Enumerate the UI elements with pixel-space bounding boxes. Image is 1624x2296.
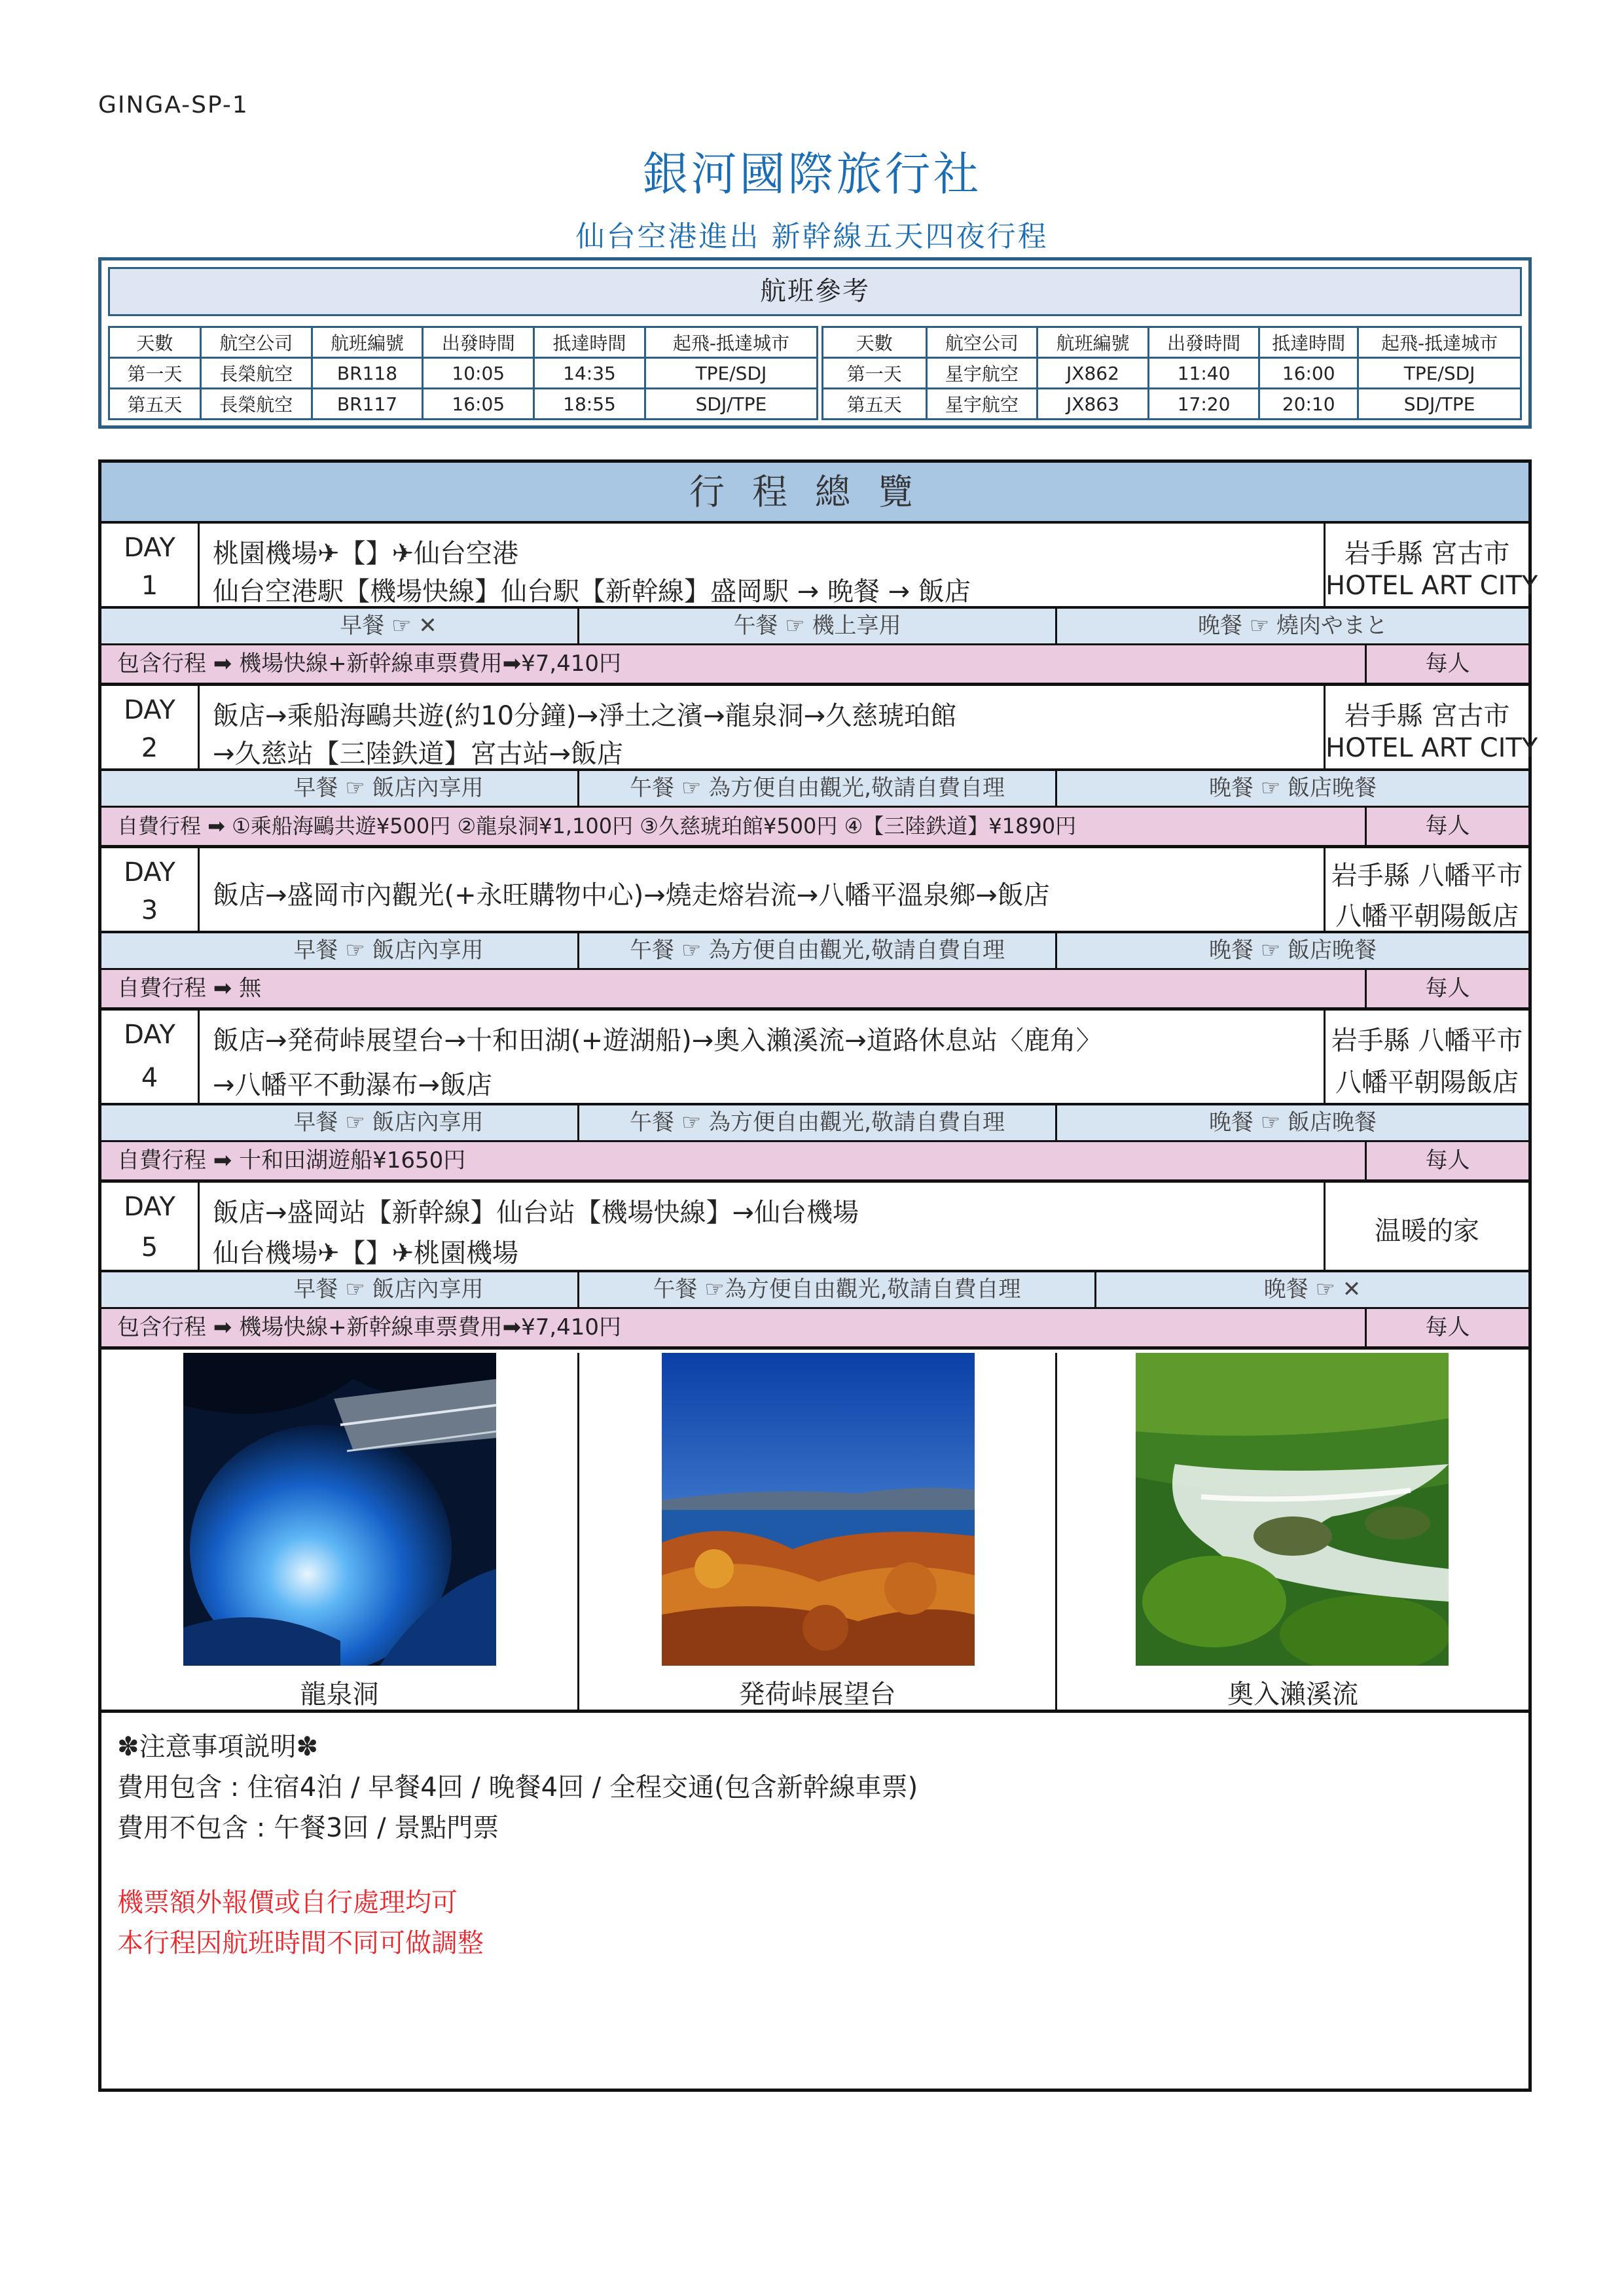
fee-included: 費用包含 : 住宿4泊 / 早餐4回 / 晚餐4回 / 全程交通(包含新幹線車票) bbox=[117, 1772, 918, 1803]
itinerary-title: 行程總覽 bbox=[101, 463, 1528, 524]
route-line: 飯店→発荷峠展望台→十和田湖(+遊湖船)→奧入瀨溪流→道路休息站〈鹿角〉 bbox=[213, 1026, 1102, 1056]
dinner: 晚餐 ☞ 飯店晚餐 bbox=[1208, 775, 1377, 801]
day-number: 5 bbox=[141, 1232, 158, 1263]
hotel-name: HOTEL ART CITY bbox=[1326, 733, 1538, 763]
meal-row bbox=[101, 1105, 1528, 1142]
per-person: 每人 bbox=[1365, 808, 1528, 845]
table-cell: 長榮航空 bbox=[200, 358, 312, 389]
meal-row bbox=[101, 771, 1528, 808]
note-schedule: 本行程因航班時間不同可做調整 bbox=[117, 1928, 484, 1958]
fee-excluded: 費用不包含 : 午餐3回 / 景點門票 bbox=[117, 1813, 499, 1843]
table-cell: 16:05 bbox=[423, 389, 534, 420]
flight-reference-title: 航班參考 bbox=[108, 267, 1522, 316]
cave-photo bbox=[183, 1353, 496, 1666]
breakfast: 早餐 ☞ 飯店內享用 bbox=[200, 771, 579, 806]
table-row bbox=[109, 389, 818, 420]
day-2-row bbox=[101, 686, 1538, 771]
table-cell: 17:20 bbox=[1148, 389, 1259, 420]
include-text: 自費行程 ➡ ①乘船海鷗共遊¥500円 ②龍泉洞¥1,100円 ③久慈琥珀館¥500円 ④【三陸鉄道】¥1890円 bbox=[117, 814, 1077, 838]
per-person: 每人 bbox=[1365, 1142, 1528, 1179]
per-person: 每人 bbox=[1365, 645, 1528, 683]
table-cell: 第一天 bbox=[109, 358, 201, 389]
photo-strip bbox=[101, 1353, 1528, 1713]
col-header: 航空公司 bbox=[926, 327, 1038, 358]
table-cell: 14:35 bbox=[534, 358, 645, 389]
hotel-cell bbox=[1326, 686, 1538, 768]
col-header: 航空公司 bbox=[200, 327, 312, 358]
breakfast: 早餐 ☞ 飯店內享用 bbox=[200, 1272, 579, 1307]
day-number: 3 bbox=[141, 895, 158, 925]
breakfast: 早餐 ☞ ✕ bbox=[200, 609, 579, 643]
note-airfare: 機票額外報價或自行處理均可 bbox=[117, 1888, 458, 1918]
route-cell bbox=[200, 524, 1326, 606]
day-cell bbox=[101, 1183, 200, 1270]
photo-cell bbox=[101, 1353, 579, 1710]
hotel-area: 岩手縣 八幡平市 bbox=[1331, 1026, 1523, 1056]
table-cell: 16:00 bbox=[1259, 358, 1358, 389]
route-line: 飯店→盛岡站【新幹線】仙台站【機場快線】→仙台機場 bbox=[213, 1198, 859, 1228]
day-number: 2 bbox=[141, 733, 158, 763]
lunch: 午餐 ☞ 為方便自由觀光,敬請自費自理 bbox=[579, 771, 1057, 806]
table-cell: 11:40 bbox=[1148, 358, 1259, 389]
dinner: 晚餐 ☞ 燒肉やまと bbox=[1197, 613, 1388, 639]
flight-table-starlux bbox=[821, 326, 1522, 420]
hotel-cell bbox=[1326, 848, 1528, 931]
col-header: 航班編號 bbox=[312, 327, 423, 358]
table-cell: 長榮航空 bbox=[200, 389, 312, 420]
stream-photo bbox=[1136, 1353, 1449, 1666]
flight-table-eva bbox=[108, 326, 818, 420]
route-cell bbox=[200, 1011, 1326, 1103]
photo-cell bbox=[579, 1353, 1057, 1710]
route-line: 飯店→盛岡市內觀光(+永旺購物中心)→燒走熔岩流→八幡平溫泉鄉→飯店 bbox=[213, 880, 1050, 910]
route-line: 飯店→乘船海鷗共遊(約10分鐘)→淨土之濱→龍泉洞→久慈琥珀館 bbox=[213, 701, 957, 731]
col-header: 抵達時間 bbox=[534, 327, 645, 358]
hotel-name: HOTEL ART CITY bbox=[1326, 571, 1538, 601]
day-5-row bbox=[101, 1183, 1528, 1272]
col-header: 出發時間 bbox=[1148, 327, 1259, 358]
photo-caption: 奧入瀨溪流 bbox=[1227, 1679, 1358, 1710]
hotel-area: 岩手縣 八幡平市 bbox=[1331, 861, 1523, 891]
col-header: 天數 bbox=[109, 327, 201, 358]
route-line: →久慈站【三陸鉄道】宮古站→飯店 bbox=[213, 739, 624, 769]
table-cell: 星宇航空 bbox=[926, 389, 1038, 420]
hotel-name: 八幡平朝陽飯店 bbox=[1335, 1067, 1519, 1098]
include-row bbox=[101, 645, 1528, 686]
col-header: 天數 bbox=[823, 327, 927, 358]
col-header: 出發時間 bbox=[423, 327, 534, 358]
day-cell bbox=[101, 1011, 200, 1103]
table-cell: TPE/SDJ bbox=[645, 358, 817, 389]
include-text: 自費行程 ➡ 無 bbox=[117, 975, 262, 1001]
lunch: 午餐 ☞ 機上享用 bbox=[579, 609, 1057, 643]
include-text: 自費行程 ➡ 十和田湖遊船¥1650円 bbox=[117, 1147, 466, 1174]
table-row bbox=[823, 389, 1521, 420]
itinerary-overview bbox=[98, 459, 1538, 2092]
include-text: 包含行程 ➡ 機場快線+新幹線車票費用➡¥7,410円 bbox=[117, 651, 622, 677]
dinner: 晚餐 ☞ ✕ bbox=[1263, 1276, 1362, 1302]
col-header: 航班編號 bbox=[1038, 327, 1149, 358]
day-label: DAY bbox=[124, 1192, 175, 1222]
day-label: DAY bbox=[124, 1020, 175, 1050]
table-cell: BR118 bbox=[312, 358, 423, 389]
table-cell: 20:10 bbox=[1259, 389, 1358, 420]
hotel-cell bbox=[1326, 1183, 1528, 1270]
table-cell: 第五天 bbox=[109, 389, 201, 420]
table-cell: 第五天 bbox=[823, 389, 927, 420]
day-number: 4 bbox=[141, 1063, 158, 1093]
hotel-area: 岩手縣 宮古市 bbox=[1344, 701, 1510, 731]
include-row bbox=[101, 1142, 1528, 1183]
hotel-cell bbox=[1326, 524, 1538, 606]
hotel-area: 岩手縣 宮古市 bbox=[1344, 539, 1510, 569]
day-label: DAY bbox=[124, 533, 175, 563]
meal-row bbox=[101, 1272, 1528, 1309]
route-cell bbox=[200, 1183, 1326, 1270]
table-cell: 星宇航空 bbox=[926, 358, 1038, 389]
day-4-row bbox=[101, 1011, 1528, 1105]
table-cell: 18:55 bbox=[534, 389, 645, 420]
dinner: 晚餐 ☞ 飯店晚餐 bbox=[1208, 937, 1377, 963]
col-header: 起飛-抵達城市 bbox=[1358, 327, 1521, 358]
per-person: 每人 bbox=[1365, 970, 1528, 1007]
route-line: 仙台機場✈【】✈桃園機場 bbox=[213, 1238, 519, 1268]
day-label: DAY bbox=[124, 857, 175, 888]
table-cell: 10:05 bbox=[423, 358, 534, 389]
lunch: 午餐 ☞為方便自由觀光,敬請自費自理 bbox=[579, 1272, 1096, 1307]
per-person: 每人 bbox=[1365, 1309, 1528, 1346]
day-cell bbox=[101, 848, 200, 931]
tour-subtitle: 仙台空港進出 新幹線五天四夜行程 bbox=[575, 220, 1049, 253]
include-row bbox=[101, 970, 1528, 1011]
day-number: 1 bbox=[141, 571, 158, 601]
table-cell: JX862 bbox=[1038, 358, 1149, 389]
meal-row bbox=[101, 933, 1528, 970]
photo-caption: 龍泉洞 bbox=[300, 1679, 379, 1710]
table-row bbox=[109, 358, 818, 389]
day-3-row bbox=[101, 848, 1528, 933]
notes-heading: ✽注意事項説明✽ bbox=[117, 1732, 319, 1762]
day-cell bbox=[101, 524, 200, 606]
include-row bbox=[101, 808, 1528, 848]
photo-caption: 発荷峠展望台 bbox=[738, 1679, 896, 1710]
breakfast: 早餐 ☞ 飯店內享用 bbox=[200, 933, 579, 968]
day-1-row bbox=[101, 524, 1538, 609]
include-row bbox=[101, 1309, 1528, 1350]
route-line: 桃園機場✈【】✈仙台空港 bbox=[213, 539, 519, 569]
lunch: 午餐 ☞ 為方便自由觀光,敬請自費自理 bbox=[579, 1105, 1057, 1140]
col-header: 抵達時間 bbox=[1259, 327, 1358, 358]
table-cell: SDJ/TPE bbox=[1358, 389, 1521, 420]
table-cell: JX863 bbox=[1038, 389, 1149, 420]
breakfast: 早餐 ☞ 飯店內享用 bbox=[200, 1105, 579, 1140]
lunch: 午餐 ☞ 為方便自由觀光,敬請自費自理 bbox=[579, 933, 1057, 968]
table-cell: 第一天 bbox=[823, 358, 927, 389]
route-line: →八幡平不動瀑布→飯店 bbox=[213, 1070, 493, 1100]
table-cell: BR117 bbox=[312, 389, 423, 420]
route-cell bbox=[200, 686, 1326, 768]
col-header: 起飛-抵達城市 bbox=[645, 327, 817, 358]
table-row bbox=[823, 358, 1521, 389]
table-cell: SDJ/TPE bbox=[645, 389, 817, 420]
company-name: 銀河國際旅行社 bbox=[642, 147, 982, 201]
hotel-cell bbox=[1326, 1011, 1528, 1103]
include-text: 包含行程 ➡ 機場快線+新幹線車票費用➡¥7,410円 bbox=[117, 1314, 622, 1340]
flight-reference-box bbox=[98, 257, 1532, 429]
dinner: 晚餐 ☞ 飯店晚餐 bbox=[1208, 1109, 1377, 1136]
document-code: GINGA-SP-1 bbox=[98, 92, 249, 118]
meal-row bbox=[101, 609, 1528, 645]
photo-cell bbox=[1057, 1353, 1528, 1710]
hotel-name: 八幡平朝陽飯店 bbox=[1335, 901, 1519, 931]
lake-autumn-photo bbox=[662, 1353, 975, 1666]
route-cell bbox=[200, 848, 1326, 931]
day-cell bbox=[101, 686, 200, 768]
day-label: DAY bbox=[124, 695, 175, 725]
table-cell: TPE/SDJ bbox=[1358, 358, 1521, 389]
hotel-name: 温暖的家 bbox=[1375, 1216, 1479, 1246]
route-line: 仙台空港駅【機場快線】仙台駅【新幹線】盛岡駅 → 晩餐 → 飯店 bbox=[213, 577, 971, 607]
